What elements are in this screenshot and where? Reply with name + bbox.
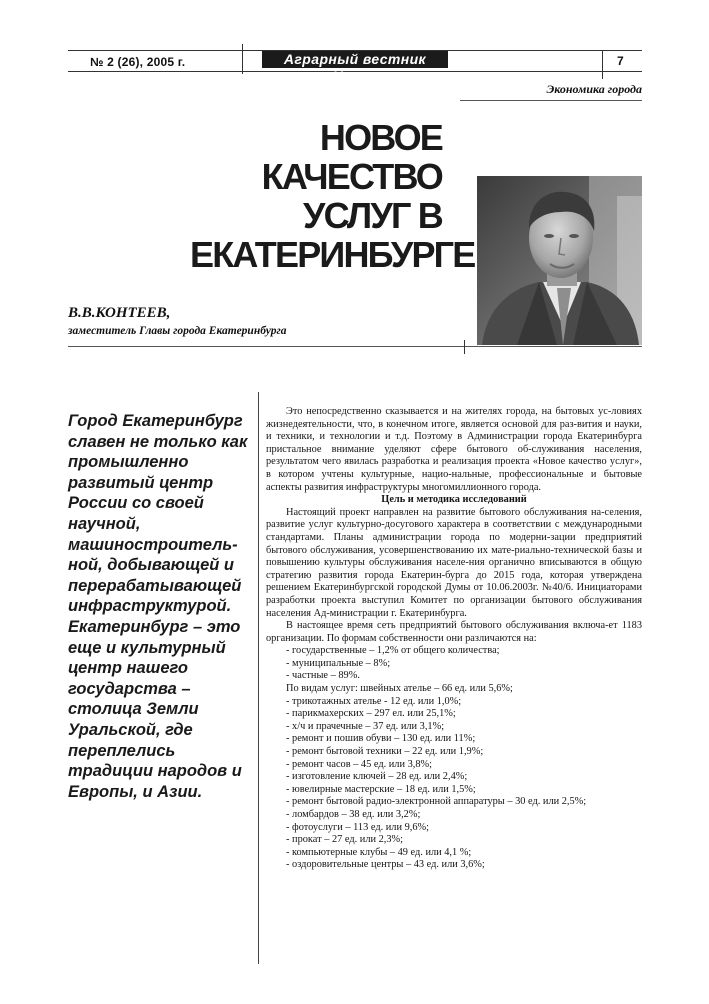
- page-number: 7: [617, 54, 624, 68]
- header-divider-right: [602, 51, 603, 79]
- list-item: - фотоуслуги – 113 ед. или 9,6%;: [286, 821, 429, 833]
- title-line: КАЧЕСТВО: [261, 156, 442, 197]
- journal-title: Аграрный вестник Урала: [262, 51, 448, 68]
- section-underline: [460, 100, 642, 101]
- list-item: - х/ч и прачечные – 37 ед. или 3,1%;: [286, 720, 445, 732]
- list-item: - частные – 89%.: [286, 670, 360, 682]
- title-line: НОВОЕ: [319, 117, 442, 158]
- body-paragraph: Настоящий проект направлен на развитие бытового обслуживания на-селения, развитие услуг культурно-досугового характера в соответствии с международными стандартами. Планы администрации города по модерни-зации предприятий бытового обслуживания, усовершенствованию их мате-риально-технической базы и повышению культуры обслуживания населе-ния органично вписываются в общую стратегию развития города Екатерин-бурга до 2015 года, которая утверждена решением Екатеринбургской городской Думы от 10.06.2003г. №40/6. Инициаторами разработки проекта выступил Комитет по организации бытового обслуживания населения Ад-министрации г. Екатеринбурга.: [266, 506, 642, 619]
- list-item: - ремонт бытовой радио-электронной аппаратуры – 30 ед. или 2,5%;: [286, 796, 587, 808]
- list-item: - ломбардов – 38 ед. или 3,2%;: [286, 809, 421, 820]
- list-item: - ювелирные мастерские – 18 ед. или 1,5%;: [286, 783, 476, 795]
- column-divider: [258, 392, 259, 964]
- issue-number: № 2 (26), 2005 г.: [90, 55, 186, 69]
- title-line: УСЛУГ В: [303, 195, 442, 236]
- body-paragraph: Это непосредственно сказывается и на жителях города, на бытовых ус-ловиях жизнедеятельности, что, в конечном итоге, является основой для раз-вития и науки, и техники, и технологии и т.д. Поэтому в Администрации города Екатеринбурга пристальное внимание уделяют сфере бытового об-служивания населения, результатом чего явилась разработка и реализация проекта «Новое качество услуг», в котором учтены культурные, нацио-нальные, профессиональные и бытовые аспекты развития инфраструктуры многомиллионного города.: [266, 406, 642, 493]
- pull-quote-text: Город Екатеринбург славен не только как промышленно развитый центр России со своей научной, машиностроитель-ной, добывающей и перерабатывающей инфраструктурой. Екатеринбург – это еще и культурный центр нашего государства – столица Земли Уральской, где переплелись традиции народов и Европы, и Азии.: [68, 412, 248, 801]
- list-item: - муниципальные – 8%;: [286, 657, 391, 669]
- author-name: В.В.КОНТЕЕВ,: [68, 305, 171, 321]
- list-item: - ремонт бытовой техники – 22 ед. или 1,9%;: [286, 746, 484, 758]
- author-rule: [68, 346, 642, 347]
- list-item: - ремонт и пошив обуви – 130 ед. или 11%;: [286, 733, 476, 745]
- author-role: заместитель Главы города Екатеринбурга: [68, 325, 287, 337]
- section-heading: Цель и методика исследований: [381, 494, 527, 506]
- list-item: - ремонт часов – 45 ед. или 3,8%;: [286, 758, 432, 770]
- section-name: Экономика города: [546, 82, 642, 96]
- list-item: - прокат – 27 ед. или 2,3%;: [286, 834, 404, 846]
- list-item: - компьютерные клубы – 49 ед. или 4,1 %;: [286, 846, 472, 858]
- pull-quote: [68, 411, 252, 802]
- body-paragraph: В настоящее время сеть предприятий бытового обслуживания включа-ет 1183 организации. По формам собственности они различаются на:: [266, 620, 642, 644]
- list-item: - парикмахерских – 297 ел. или 25,1%;: [286, 708, 456, 720]
- list-item: - изготовление ключей – 28 ед. или 2,4%;: [286, 771, 468, 783]
- list-item: - трикотажных ателье - 12 ед. или 1,0%;: [286, 695, 462, 707]
- portrait-image: [477, 176, 642, 345]
- list-item: - оздоровительные центры – 43 ед. или 3,6%;: [286, 859, 485, 871]
- list-intro: По видам услуг: швейных ателье – 66 ед. или 5,6%;: [286, 683, 513, 695]
- list-item: - государственные – 1,2% от общего количества;: [286, 645, 500, 657]
- title-line: ЕКАТЕРИНБУРГЕ: [190, 234, 475, 275]
- article-title: [190, 117, 475, 275]
- author-photo: [477, 176, 642, 345]
- article-body: [266, 406, 642, 872]
- author-rule-tick: [464, 340, 465, 354]
- header-divider-left: [242, 44, 243, 74]
